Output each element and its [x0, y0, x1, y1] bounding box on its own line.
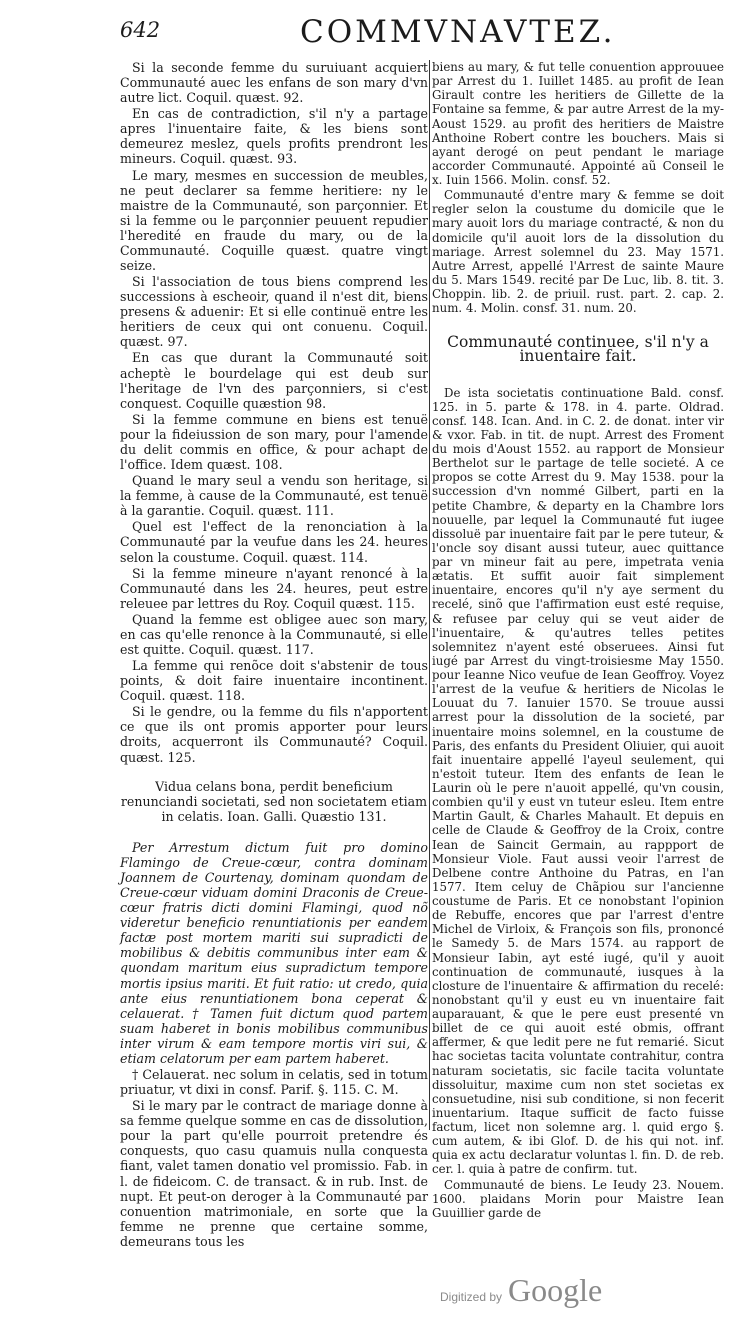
right-column: [432, 60, 724, 1221]
paragraph: Si la femme mineure n'ayant renoncé à la Communauté dans les 24. heures, peut estre releuee par lettres du Roy. Coquil quæst. 115.: [120, 565, 428, 611]
paragraph: Si le gendre, ou la femme du fils n'apportent ce que ils ont promis apporter pour leurs droits, acquerront ils Communauté? Coquil. quæst. 125.: [120, 704, 428, 765]
page-header: [120, 14, 730, 62]
section-heading: Communauté continuee, s'il n'y a inuentaire fait.: [447, 333, 709, 366]
watermark-caption: Digitized by: [440, 1290, 503, 1304]
google-logo: Google: [508, 1272, 603, 1308]
page-number: 642: [120, 18, 161, 42]
latin-paragraph: Per Arrestum dictum fuit pro domino Flamingo de Creue-cœur, contra dominam Joannem de Courtenay, dominam quondam de Creue-cœur viduam domini Draconis de Creue-cœur fratris dicti domini Flamingi, quod nõ videretur beneficio renuntiationis per eandem factæ post mortem mariti sui supradicti de mobilibus & debitis communibus inter eam & quondam maritum eius supradictum tempore mortis ipsius mariti. Et fuit ratio: ut credo, quia ante eius renuntiationem bona ceperat & celauerat. † Tamen fuit dictum quod partem suam haberet in bonis mobilibus communibus inter virum & eam tempore mortis viri sui, & etiam celatorum per eam partem haberet.: [120, 839, 428, 1066]
paragraph: La femme qui renõce doit s'abstenir de tous points, & doit faire inuentaire incontinent. Coquil. quæst. 118.: [120, 658, 428, 704]
column-divider: [429, 60, 430, 1130]
paragraph: Le mary, mesmes en succession de meubles, ne peut declarer sa femme heritiere: ny le maistre de la Communauté, son parçonnier. Et si la femme ou le parçonnier peuuent repudier l'heredité en fraude du mary, ou de la Communauté. Coquille quæst. quatre vingt seize.: [120, 167, 428, 274]
paragraph: De ista societatis continuatione Bald. consf. 125. in 5. parte & 178. in 4. parte. Oldrad. consf. 148. Ican. And. in C. 2. de donat. inter vir & vxor. Fab. in tit. de nupt. Arrest des Froment du mois d'Aoust 1552. au rapport de Monsieur Berthelot sur le partage de telle societé. A ce propos se cotte Arrest du 9. May 1538. pour la succession d'vn nommé Gilbert, parti en la petite Chambre, & departy en la Chambre lors nouuelle, par lequel la Communauté fut iugee dissoluë par inuentaire fait par le pere tuteur, & l'oncle soy disant aussi tuteur, auec quittance par vn mineur fait au pere, impetrata venia ætatis. Et suffit auoir fait simplement inuentaire, encores qu'il n'y aye serment du recelé, sinõ que l'affirmation eust esté requise, & refusee par celuy qui se veut aider de l'inuentaire, & qu'autres telles petites solemnitez n'ayent esté obseruees. Ainsi fut iugé par Arrest du vingt-troisiesme May 1550. pour Ieanne Nico veufue de Iean Geoffroy. Voyez l'arrest de la veufue & heritiers de Nicolas le Louuat du 7. Ianuier 1570. Se trouue aussi arrest pour la dissolution de la societé, par inuentaire moins solemnel, en la coustume de Paris, des enfants du President Oliuier, qui auoit fait inuentaire appellé l'ayeul seulement, qui n'estoit tuteur. Item des enfants de Iean le Laurin où le pere n'auoit appellé, qu'vn cousin, combien qu'il y eust vn tuteur esleu. Item entre Martin Gault, & Charles Mahault. Et depuis en celle de Claude & Geoffroy de la Croix, contre Iean de Saincit Germain, au rappport de Monsieur Viole. Faut aussi veoir l'arrest de Delbene contre Anthoine du Patras, en l'an 1577. Item celuy de Chãpiou sur l'ancienne coustume de Paris. Et ce nonobstant l'opinion de Rebuffe, encores que par l'arrest d'entre Michel de Virloix, & François son fils, prononcé le Samedy 5. de Mars 1574. au rapport de Monsieur Iabin, ayt esté iugé, qu'il y auoit continuation de communauté, iusques à la closture de l'inuentaire & affirmation du recelé: nonobstant qu'il y eust eu vn inuentaire fait auparauant, & que le pere eust presenté vn billet de ce qui auoit esté obmis, offrant affermer, & que ledit pere ne fut remarié. Sicut hac societas tacita voluntate contrahitur, contra naturam societatis, sic facile tacita voluntate dissoluitur, maxime cum non stet societas ex consuetudine, nisi sub conditione, si non fecerit inuentarium. Itaque sufficit de facto fuisse factum, licet non solemne arg. l. quid ergo §. cum autem, & ibi Glof. D. de his qui not. inf. quia ex actu declaratur voluntas l. fin. D. de reb. cer. l. quia à patre de confirm. tut.: [432, 385, 724, 1177]
paragraph: Quel est l'effect de la renonciation à la Communauté par la veufue dans les 24. heures selon la coustume. Coquil. quæst. 114.: [120, 519, 428, 565]
centered-heading: Vidua celans bona, perdit beneficium renunciandi societati, sed non societatem etiam in celatis. Ioan. Galli. Quæstio 131.: [120, 778, 428, 824]
left-column: [120, 60, 428, 1250]
paragraph: Si la femme commune en biens est tenuë pour la fideiussion de son mary, pour l'amende du delit commis en office, & pour achapt de l'office. Idem quæst. 108.: [120, 411, 428, 473]
paragraph: En cas de contradiction, s'il n'y a partage apres l'inuentaire faite, & les biens sont demeurez meslez, quels profits prendront les mineurs. Coquil. quæst. 93.: [120, 106, 428, 167]
paragraph: Communauté d'entre mary & femme se doit regler selon la coustume du domicile que le mary auoit lors du mariage contracté, & non du domicile qu'il auoit lors de la dissolution du mariage. Arrest solemnel du 23. May 1571. Autre Arrest, appellé l'Arrest de sainte Maure du 5. Mars 1549. recité par De Luc, lib. 8. tit. 3. Choppin. lib. 2. de priuil. rust. part. 2. cap. 2. num. 4. Molin. consf. 31. num. 20.: [432, 188, 724, 316]
paragraph-continued: biens au mary, & fut telle conuention approuuee par Arrest du 1. Iuillet 1485. au profit de Iean Girault contre les heritiers de Gillette de la Fontaine sa femme, & par autre Arrest de la my-Aoust 1529. au profit des heritiers de Maistre Anthoine Robert contre les bouchers. Mais si ayant derogé on peut pendant le mariage accorder Communauté. Appointé aũ Conseil le x. Iuin 1566. Molin. consf. 52.: [432, 60, 724, 187]
running-title: COMMVNAVTEZ.: [300, 14, 616, 50]
paragraph: Communauté de biens. Le Ieudy 23. Nouem. 1600. plaidans Morin pour Maistre Iean Guuillier garde de: [432, 1177, 724, 1220]
paragraph: Si la seconde femme du suruiuant acquiert Communauté auec les enfans de son mary d'vn autre lict. Coquil. quæst. 92.: [120, 60, 428, 106]
paragraph: En cas que durant la Communauté soit acheptè le bourdelage qui est deub sur l'heritage de l'vn des parçonniers, si c'est conquest. Coquille quæstion 98.: [120, 350, 428, 411]
footnote: † Celauerat. nec solum in celatis, sed in totum priuatur, vt dixi in consf. Parif. §. 115. C. M.: [120, 1067, 428, 1098]
paragraph: Quand le mary seul a vendu son heritage, si la femme, à cause de la Communauté, est tenuë à la garantie. Coquil. quæst. 111.: [120, 473, 428, 519]
paragraph: Si le mary par le contract de mariage donne à sa femme quelque somme en cas de dissolution, pour la part qu'elle pourroit pretendre és conquests, quo casu quamuis nulla conquesta fiant, valet tamen donatio vel promissio. Fab. in l. de fideicom. C. de transact. & in rub. Inst. de nupt. Et peut-on deroger à la Communauté par conuention matrimoniale, en sorte que la femme ne prenne que certaine somme, demeurans tous les: [120, 1098, 428, 1249]
paragraph: Quand la femme est obligee auec son mary, en cas qu'elle renonce à la Communauté, si elle est quitte. Coquil. quæst. 117.: [120, 611, 428, 657]
paragraph: Si l'association de tous biens comprend les successions à escheoir, quand il n'est dit, biens presens & aduenir: Et si elle continuë entre les heritiers de ceux qui ont conuenu. Coquil. quæst. 97.: [120, 274, 428, 350]
